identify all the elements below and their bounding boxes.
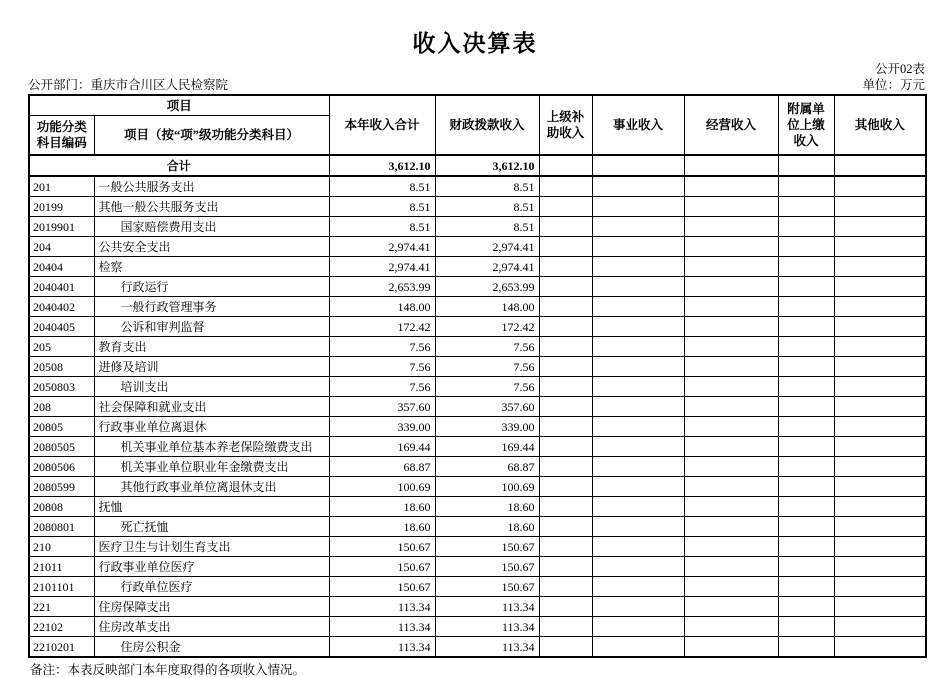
cell-business [592, 237, 684, 257]
total-income-cell: 2,974.41 [329, 237, 435, 257]
table-row [29, 197, 926, 217]
cell-superior [539, 637, 592, 658]
table-row [29, 176, 926, 197]
cell-other [834, 437, 926, 457]
cell-superior [539, 337, 592, 357]
cell-business [592, 637, 684, 658]
cell-other [834, 357, 926, 377]
sheet-number-label: 公开02表 [874, 62, 925, 76]
fiscal-income-cell: 18.60 [435, 497, 539, 517]
cell-superior [539, 577, 592, 597]
table-row [29, 597, 926, 617]
function-code-cell: 20808 [29, 497, 94, 517]
header-affiliate-income: 附属单位上缴收入 [778, 95, 834, 155]
cell-operating [684, 517, 778, 537]
total-income-cell: 113.34 [329, 637, 435, 658]
function-code-cell: 210 [29, 537, 94, 557]
function-code-cell: 22102 [29, 617, 94, 637]
cell-operating [684, 337, 778, 357]
cell-affiliate [778, 557, 834, 577]
department-label: 公开部门：重庆市合川区人民检察院 [28, 78, 229, 92]
item-name-cell: 行政运行 [94, 277, 329, 297]
function-code-cell: 2080505 [29, 437, 94, 457]
function-code-cell: 2101101 [29, 577, 94, 597]
header-total-income: 本年收入合计 [329, 95, 435, 155]
cell-business [592, 617, 684, 637]
function-code-cell: 2080506 [29, 457, 94, 477]
function-code-cell: 221 [29, 597, 94, 617]
function-code-cell: 2040405 [29, 317, 94, 337]
fiscal-income-cell: 2,974.41 [435, 257, 539, 277]
cell-operating [684, 437, 778, 457]
cell-other [834, 337, 926, 357]
cell-affiliate [778, 597, 834, 617]
cell-superior [539, 617, 592, 637]
fiscal-income-cell: 18.60 [435, 517, 539, 537]
table-row [29, 417, 926, 437]
cell-business [592, 497, 684, 517]
cell-operating [684, 537, 778, 557]
cell-operating [684, 397, 778, 417]
total-income-cell: 339.00 [329, 417, 435, 437]
cell-superior [539, 357, 592, 377]
table-row [29, 637, 926, 658]
footnote: 备注：本表反映部门本年度取得的各项收入情况。 [30, 663, 306, 677]
function-code-cell: 2080801 [29, 517, 94, 537]
cell-affiliate [778, 617, 834, 637]
cell-superior [539, 457, 592, 477]
grand-total-label: 合计 [29, 155, 329, 176]
cell-business [592, 176, 684, 197]
total-income-cell: 113.34 [329, 597, 435, 617]
table-row [29, 617, 926, 637]
cell-superior [539, 277, 592, 297]
cell-affiliate [778, 176, 834, 197]
fiscal-income-cell: 150.67 [435, 537, 539, 557]
fiscal-income-cell: 7.56 [435, 377, 539, 397]
cell-business [592, 337, 684, 357]
table-row [29, 537, 926, 557]
item-name-cell: 行政事业单位离退休 [94, 417, 329, 437]
function-code-cell: 208 [29, 397, 94, 417]
function-code-cell: 2040401 [29, 277, 94, 297]
total-income-cell: 150.67 [329, 537, 435, 557]
table-row [29, 497, 926, 517]
cell-superior [539, 557, 592, 577]
cell-other [834, 597, 926, 617]
function-code-cell: 20508 [29, 357, 94, 377]
item-name-cell: 住房公积金 [94, 637, 329, 658]
table-row [29, 217, 926, 237]
cell-business [592, 197, 684, 217]
cell-affiliate [778, 237, 834, 257]
cell-affiliate [778, 477, 834, 497]
cell-superior [539, 197, 592, 217]
cell-affiliate [778, 517, 834, 537]
item-name-cell: 住房改革支出 [94, 617, 329, 637]
cell-other [834, 277, 926, 297]
meta-row [0, 77, 950, 94]
function-code-cell: 2040402 [29, 297, 94, 317]
total-income-cell: 18.60 [329, 497, 435, 517]
cell-operating [684, 176, 778, 197]
cell-affiliate [778, 397, 834, 417]
item-name-cell: 医疗卫生与计划生育支出 [94, 537, 329, 557]
header-operating-income: 经营收入 [684, 95, 778, 155]
item-name-cell: 培训支出 [94, 377, 329, 397]
function-code-cell: 21011 [29, 557, 94, 577]
cell-superior [539, 517, 592, 537]
table-row [29, 297, 926, 317]
total-income-cell: 100.69 [329, 477, 435, 497]
total-income-cell: 7.56 [329, 377, 435, 397]
cell-other [834, 155, 926, 176]
function-code-cell: 2050803 [29, 377, 94, 397]
cell-business [592, 217, 684, 237]
cell-operating [684, 477, 778, 497]
table-row [29, 377, 926, 397]
total-income-cell: 68.87 [329, 457, 435, 477]
cell-affiliate [778, 257, 834, 277]
function-code-cell: 20805 [29, 417, 94, 437]
fiscal-income-cell: 68.87 [435, 457, 539, 477]
fiscal-income-cell: 172.42 [435, 317, 539, 337]
cell-other [834, 617, 926, 637]
cell-business [592, 297, 684, 317]
item-name-cell: 机关事业单位基本养老保险缴费支出 [94, 437, 329, 457]
item-name-cell: 死亡抚恤 [94, 517, 329, 537]
item-name-cell: 国家赔偿费用支出 [94, 217, 329, 237]
cell-other [834, 217, 926, 237]
fiscal-income-cell: 7.56 [435, 357, 539, 377]
fiscal-income-cell: 8.51 [435, 217, 539, 237]
function-code-cell: 205 [29, 337, 94, 357]
cell-other [834, 637, 926, 658]
cell-affiliate [778, 357, 834, 377]
total-income-cell: 2,974.41 [329, 257, 435, 277]
cell-affiliate [778, 197, 834, 217]
cell-operating [684, 557, 778, 577]
grand-total-row [29, 155, 926, 176]
revenue-table [28, 94, 927, 658]
item-name-cell: 行政事业单位医疗 [94, 557, 329, 577]
unit-label: 单位：万元 [862, 78, 925, 92]
cell-other [834, 317, 926, 337]
function-code-cell: 201 [29, 176, 94, 197]
function-code-cell: 20199 [29, 197, 94, 217]
fiscal-income-cell: 2,974.41 [435, 237, 539, 257]
cell-superior [539, 597, 592, 617]
table-header [29, 95, 926, 155]
cell-affiliate [778, 497, 834, 517]
table-row [29, 397, 926, 417]
cell-business [592, 317, 684, 337]
cell-other [834, 197, 926, 217]
cell-affiliate [778, 277, 834, 297]
fiscal-income-cell: 100.69 [435, 477, 539, 497]
cell-affiliate [778, 637, 834, 658]
cell-affiliate [778, 297, 834, 317]
cell-business [592, 277, 684, 297]
cell-business [592, 377, 684, 397]
cell-operating [684, 597, 778, 617]
cell-superior [539, 497, 592, 517]
fiscal-income-cell: 148.00 [435, 297, 539, 317]
function-code-cell: 2210201 [29, 637, 94, 658]
cell-other [834, 457, 926, 477]
cell-superior [539, 477, 592, 497]
function-code-cell: 204 [29, 237, 94, 257]
cell-operating [684, 417, 778, 437]
header-other-income: 其他收入 [834, 95, 926, 155]
cell-superior [539, 237, 592, 257]
function-code-cell: 20404 [29, 257, 94, 277]
item-name-cell: 其他一般公共服务支出 [94, 197, 329, 217]
total-income-cell: 172.42 [329, 317, 435, 337]
cell-operating [684, 577, 778, 597]
cell-operating [684, 297, 778, 317]
total-income-cell: 8.51 [329, 176, 435, 197]
fiscal-income-cell: 357.60 [435, 397, 539, 417]
table-row [29, 517, 926, 537]
table-row [29, 477, 926, 497]
item-name-cell: 公诉和审判监督 [94, 317, 329, 337]
total-income-cell: 357.60 [329, 397, 435, 417]
table-row [29, 257, 926, 277]
cell-business [592, 597, 684, 617]
function-code-cell: 2019901 [29, 217, 94, 237]
item-name-cell: 进修及培训 [94, 357, 329, 377]
item-name-cell: 其他行政事业单位离退休支出 [94, 477, 329, 497]
cell-affiliate [778, 155, 834, 176]
cell-operating [684, 155, 778, 176]
page-title: 收入决算表 [412, 31, 538, 56]
cell-other [834, 537, 926, 557]
cell-other [834, 417, 926, 437]
table-row [29, 457, 926, 477]
fiscal-income-cell: 169.44 [435, 437, 539, 457]
item-name-cell: 检察 [94, 257, 329, 277]
total-income-cell: 113.34 [329, 617, 435, 637]
fiscal-income-cell: 113.34 [435, 637, 539, 658]
header-business-income: 事业收入 [592, 95, 684, 155]
header-item-name: 项目（按“项”级功能分类科目） [94, 116, 329, 156]
table-row [29, 557, 926, 577]
cell-other [834, 257, 926, 277]
total-income-cell: 18.60 [329, 517, 435, 537]
cell-affiliate [778, 537, 834, 557]
cell-operating [684, 197, 778, 217]
cell-superior [539, 257, 592, 277]
cell-operating [684, 257, 778, 277]
total-income-cell: 150.67 [329, 577, 435, 597]
total-income-cell: 150.67 [329, 557, 435, 577]
item-name-cell: 教育支出 [94, 337, 329, 357]
cell-business [592, 417, 684, 437]
cell-superior [539, 217, 592, 237]
cell-affiliate [778, 577, 834, 597]
cell-other [834, 397, 926, 417]
cell-affiliate [778, 337, 834, 357]
cell-other [834, 517, 926, 537]
table-row [29, 277, 926, 297]
cell-operating [684, 497, 778, 517]
item-name-cell: 一般行政管理事务 [94, 297, 329, 317]
cell-affiliate [778, 217, 834, 237]
total-income-cell: 169.44 [329, 437, 435, 457]
cell-superior [539, 417, 592, 437]
header-item-group: 项目 [29, 95, 329, 116]
header-superior-income: 上级补助收入 [539, 95, 592, 155]
cell-superior [539, 155, 592, 176]
grand-total-amount: 3,612.10 [329, 155, 435, 176]
item-name-cell: 机关事业单位职业年金缴费支出 [94, 457, 329, 477]
cell-superior [539, 317, 592, 337]
item-name-cell: 住房保障支出 [94, 597, 329, 617]
cell-business [592, 257, 684, 277]
fiscal-income-cell: 113.34 [435, 597, 539, 617]
grand-total-fiscal-amount: 3,612.10 [435, 155, 539, 176]
header-function-code: 功能分类科目编码 [29, 116, 94, 156]
item-name-cell: 社会保障和就业支出 [94, 397, 329, 417]
fiscal-income-cell: 8.51 [435, 197, 539, 217]
cell-other [834, 377, 926, 397]
cell-operating [684, 617, 778, 637]
cell-superior [539, 397, 592, 417]
cell-operating [684, 637, 778, 658]
cell-business [592, 397, 684, 417]
table-row [29, 317, 926, 337]
cell-operating [684, 217, 778, 237]
table-row [29, 577, 926, 597]
total-income-cell: 8.51 [329, 217, 435, 237]
fiscal-income-cell: 7.56 [435, 337, 539, 357]
cell-operating [684, 457, 778, 477]
table-row [29, 237, 926, 257]
cell-other [834, 176, 926, 197]
cell-superior [539, 377, 592, 397]
fiscal-income-cell: 8.51 [435, 176, 539, 197]
total-income-cell: 8.51 [329, 197, 435, 217]
cell-affiliate [778, 457, 834, 477]
header-fiscal-income: 财政拨款收入 [435, 95, 539, 155]
cell-other [834, 237, 926, 257]
cell-operating [684, 277, 778, 297]
cell-business [592, 477, 684, 497]
table-row [29, 437, 926, 457]
table-row [29, 337, 926, 357]
fiscal-income-cell: 339.00 [435, 417, 539, 437]
total-income-cell: 7.56 [329, 357, 435, 377]
cell-business [592, 577, 684, 597]
cell-superior [539, 297, 592, 317]
cell-business [592, 437, 684, 457]
cell-other [834, 557, 926, 577]
cell-superior [539, 537, 592, 557]
cell-business [592, 155, 684, 176]
total-income-cell: 2,653.99 [329, 277, 435, 297]
total-income-cell: 148.00 [329, 297, 435, 317]
cell-operating [684, 237, 778, 257]
cell-superior [539, 437, 592, 457]
fiscal-income-cell: 113.34 [435, 617, 539, 637]
cell-operating [684, 377, 778, 397]
cell-affiliate [778, 437, 834, 457]
fiscal-income-cell: 150.67 [435, 557, 539, 577]
cell-business [592, 457, 684, 477]
item-name-cell: 行政单位医疗 [94, 577, 329, 597]
item-name-cell: 公共安全支出 [94, 237, 329, 257]
cell-other [834, 297, 926, 317]
cell-operating [684, 317, 778, 337]
cell-superior [539, 176, 592, 197]
function-code-cell: 2080599 [29, 477, 94, 497]
fiscal-income-cell: 2,653.99 [435, 277, 539, 297]
cell-other [834, 497, 926, 517]
cell-operating [684, 357, 778, 377]
fiscal-income-cell: 150.67 [435, 577, 539, 597]
table-row [29, 357, 926, 377]
cell-business [592, 537, 684, 557]
cell-business [592, 557, 684, 577]
item-name-cell: 抚恤 [94, 497, 329, 517]
cell-affiliate [778, 317, 834, 337]
item-name-cell: 一般公共服务支出 [94, 176, 329, 197]
cell-affiliate [778, 417, 834, 437]
table-body [29, 155, 926, 657]
total-income-cell: 7.56 [329, 337, 435, 357]
cell-affiliate [778, 377, 834, 397]
cell-business [592, 357, 684, 377]
cell-other [834, 577, 926, 597]
cell-business [592, 517, 684, 537]
cell-other [834, 477, 926, 497]
